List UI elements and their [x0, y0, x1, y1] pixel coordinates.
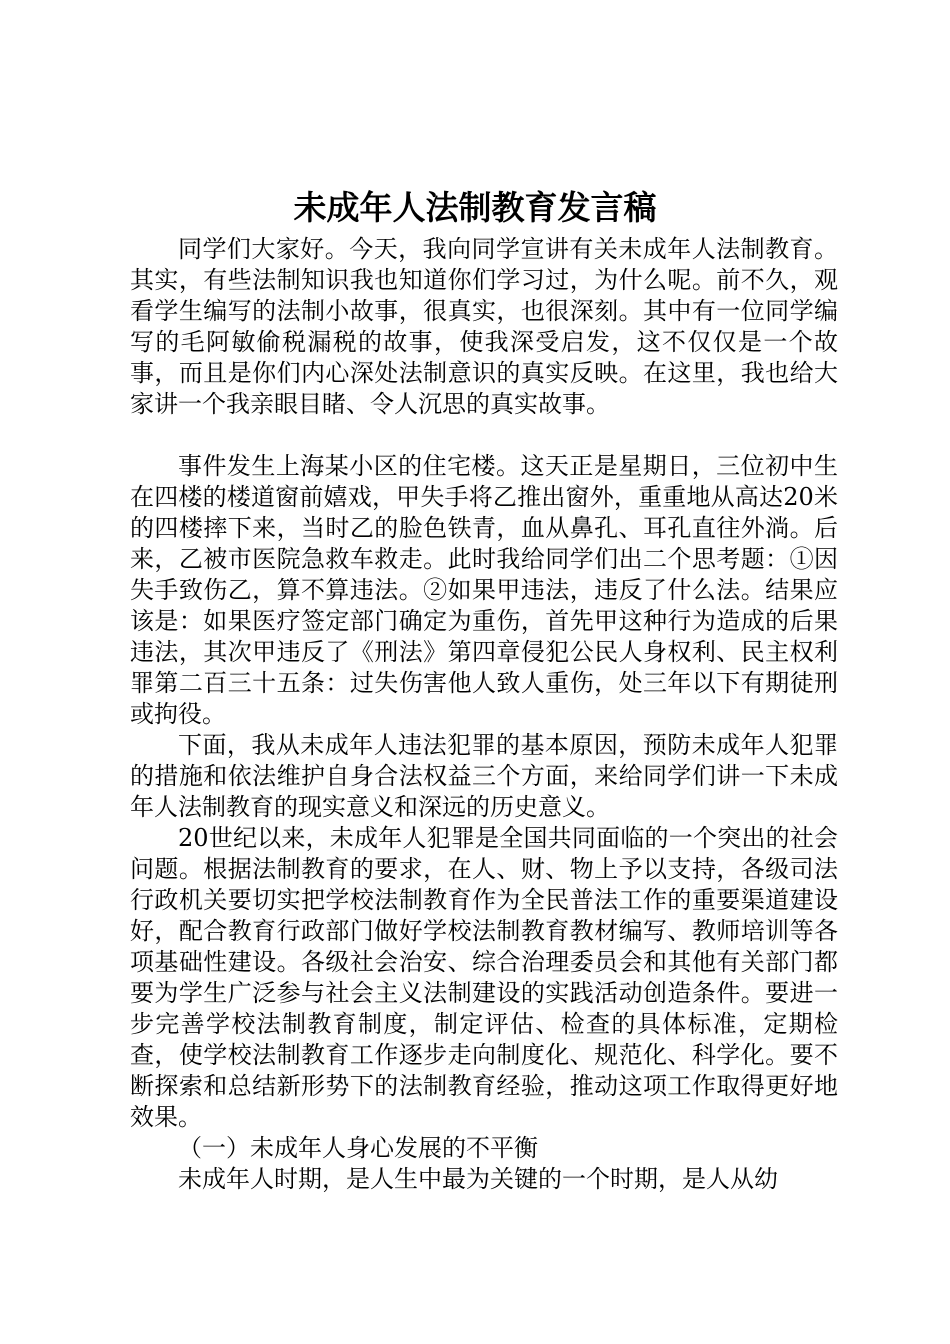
paragraph-background: 20世纪以来，未成年人犯罪是全国共同面临的一个突出的社会问题。根据法制教育的要求，在人、财、物上予以支持，各级司法行政机关要切实把学校法制教育作为全民普法工作的重要渠道建设好，配合教育行政部门做好学校法制教育教材编写、教师培训等各项基础性建设。各级社会治安、综合治理委员会和其他有关部门都要为学生广泛参与社会主义法制建设的实践活动创造条件。要进一步完善学校法制教育制度，制定评估、检查的具体标准，定期检查，使学校法制教育工作逐步走向制度化、规范化、科学化。要不断探索和总结新形势下的法制教育经验，推动这项工作取得更好地效果。: [130, 824, 838, 1131]
paragraph-incident: 事件发生上海某小区的住宅楼。这天正是星期日，三位初中生在四楼的楼道窗前嬉戏，甲失手将乙推出窗外，重重地从高达20米的四楼摔下来，当时乙的脸色铁青，血从鼻孔、耳孔直往外淌。后来，乙被市医院急救车救走。此时我给同学们出二个思考题：①因失手致伤乙，算不算违法。②如果甲违法，违反了什么法。结果应该是：如果医疗签定部门确定为重伤，首先甲这种行为造成的后果违法，其次甲违反了《刑法》第四章侵犯公民人身权利、民主权利罪第二百三十五条：过失伤害他人致人重伤，处三年以下有期徒刑或拘役。: [130, 452, 838, 728]
paragraph-section-start: 未成年人时期，是人生中最为关键的一个时期，是人从幼: [178, 1165, 778, 1193]
paragraph-greeting: 同学们大家好。今天，我向同学宣讲有关未成年人法制教育。其实，有些法制知识我也知道你们学习过，为什么呢。前不久，观看学生编写的法制小故事，很真实，也很深刻。其中有一位同学编写的毛阿敏偷税漏税的故事，使我深受启发，这不仅仅是一个故事，而且是你们内心深处法制意识的真实反映。在这里，我也给大家讲一个我亲眼目睹、令人沉思的真实故事。: [130, 235, 838, 418]
document-title: 未成年人法制教育发言稿: [293, 188, 657, 227]
section-heading: （一）未成年人身心发展的不平衡: [178, 1134, 538, 1162]
paragraph-outline: 下面，我从未成年人违法犯罪的基本原因，预防未成年人犯罪的措施和依法维护自身合法权益三个方面，来给同学们讲一下未成年人法制教育的现实意义和深远的历史意义。: [130, 731, 838, 821]
document-body: [130, 234, 838, 1195]
